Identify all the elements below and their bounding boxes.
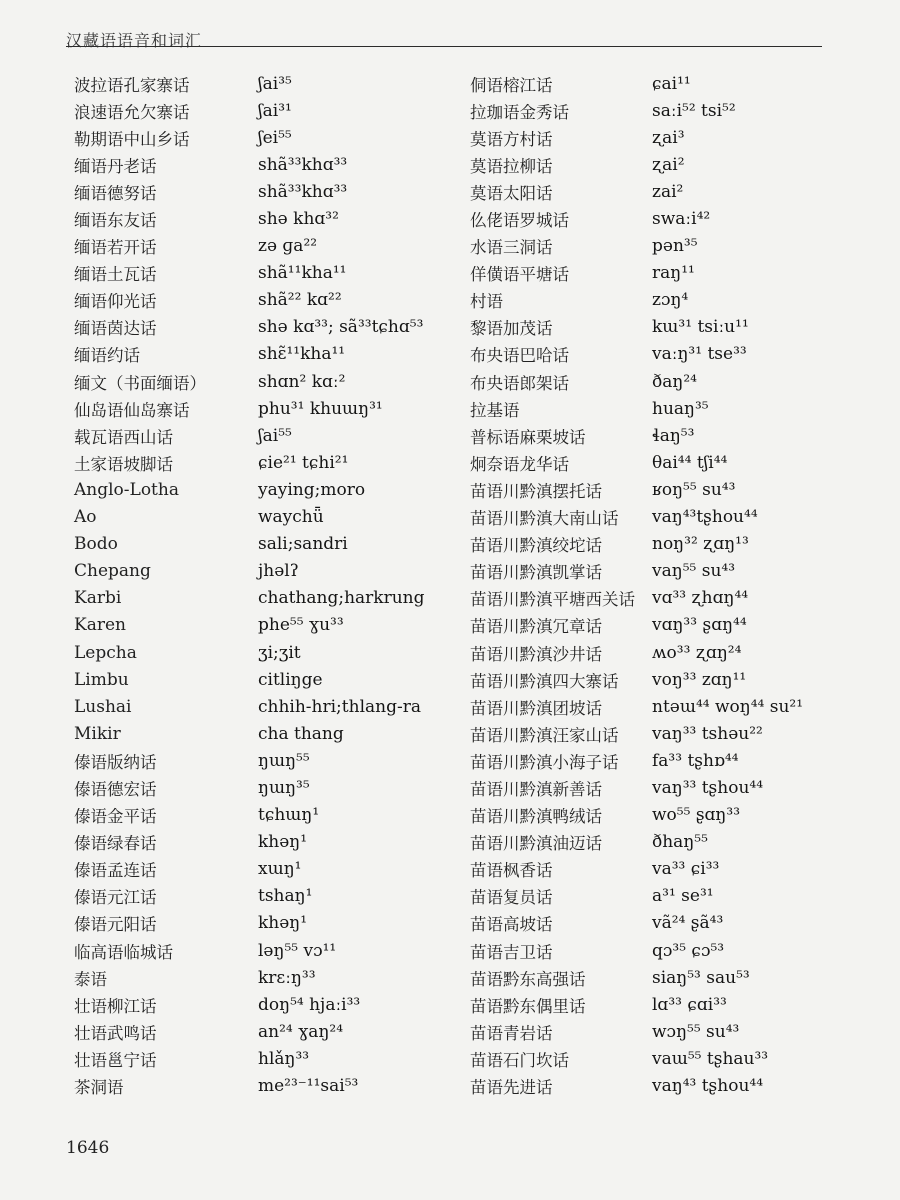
word-form: shã¹¹kha¹¹ bbox=[258, 263, 347, 284]
word-form: vɑŋ³³ ʂɑŋ⁴⁴ bbox=[652, 615, 747, 636]
word-form: ŋɯŋ³⁵ bbox=[258, 777, 310, 798]
language-name: 拉基语 bbox=[470, 400, 520, 420]
language-name: 炯奈语龙华话 bbox=[470, 454, 569, 474]
language-name: 浪速语允欠寨话 bbox=[74, 102, 190, 122]
word-form: tɕhɯŋ¹ bbox=[258, 805, 320, 826]
word-form: pən³⁵ bbox=[652, 236, 698, 257]
language-name: Lepcha bbox=[74, 642, 137, 663]
word-form: shã³³khɑ³³ bbox=[258, 154, 348, 175]
language-name: 苗语川黔滇油迈话 bbox=[470, 834, 602, 854]
word-form: voŋ³³ zɑŋ¹¹ bbox=[652, 669, 747, 690]
language-name: 壮语邕宁话 bbox=[74, 1050, 157, 1070]
word-form: vaŋ⁴³ tʂhou⁴⁴ bbox=[652, 1076, 764, 1097]
language-name: 莫语太阳话 bbox=[470, 183, 553, 203]
word-form: ŋɯŋ⁵⁵ bbox=[258, 750, 310, 771]
right-column-forms bbox=[652, 70, 803, 1100]
language-name: 傣语元阳话 bbox=[74, 915, 157, 935]
language-name: 莫语方村话 bbox=[470, 129, 553, 149]
language-name: 苗语川黔滇小海子话 bbox=[470, 752, 619, 772]
language-name: 茶洞语 bbox=[74, 1078, 124, 1098]
word-form: sali;sandri bbox=[258, 534, 348, 555]
language-name: 缅语茵达话 bbox=[74, 319, 157, 339]
word-form: ɕai¹¹ bbox=[652, 73, 691, 94]
language-name: 缅语东友话 bbox=[74, 211, 157, 231]
word-form: raŋ¹¹ bbox=[652, 263, 695, 284]
language-name: 苗语川黔滇凯掌话 bbox=[470, 563, 602, 583]
language-name: 载瓦语西山话 bbox=[74, 427, 173, 447]
language-name: 苗语川黔滇四大寨话 bbox=[470, 671, 619, 691]
word-form: shə khɑ³² bbox=[258, 209, 339, 230]
language-name: 临高语临城话 bbox=[74, 942, 173, 962]
language-name: Mikir bbox=[74, 723, 121, 744]
word-form: zɔŋ⁴ bbox=[652, 290, 689, 311]
word-form: a³¹ se³¹ bbox=[652, 886, 714, 907]
language-name: 傣语孟连话 bbox=[74, 861, 157, 881]
word-form: shɑn² kɑː² bbox=[258, 371, 346, 392]
word-form: khəŋ¹ bbox=[258, 832, 308, 853]
word-form: lɑ³³ ɕɑi³³ bbox=[652, 994, 727, 1015]
language-name: Karbi bbox=[74, 588, 122, 609]
language-name: 仙岛语仙岛寨话 bbox=[74, 400, 190, 420]
language-name: Anglo-Lotha bbox=[74, 479, 179, 500]
word-form: chhih-hri;thlang-ra bbox=[258, 696, 421, 717]
language-name: 苗语石门坎话 bbox=[470, 1050, 569, 1070]
language-name: Ao bbox=[74, 507, 97, 528]
word-form: an²⁴ ɣaŋ²⁴ bbox=[258, 1021, 344, 1042]
language-name: 苗语川黔滇团坡话 bbox=[470, 698, 602, 718]
word-form: kɯ³¹ tsiːu¹¹ bbox=[652, 317, 749, 338]
word-form: ʁoŋ⁵⁵ su⁴³ bbox=[652, 479, 736, 500]
word-form: ʍo³³ ʐɑŋ²⁴ bbox=[652, 642, 742, 663]
language-name: 苗语青岩话 bbox=[470, 1023, 553, 1043]
word-form: vaːŋ³¹ tse³³ bbox=[652, 344, 747, 365]
word-form: wo⁵⁵ ʂɑŋ³³ bbox=[652, 805, 741, 826]
language-name: 缅语丹老话 bbox=[74, 156, 157, 176]
language-name: 水语三洞话 bbox=[470, 238, 553, 258]
language-name: Chepang bbox=[74, 561, 151, 582]
language-name: 缅语仰光话 bbox=[74, 292, 157, 312]
language-name: 壮语武鸣话 bbox=[74, 1023, 157, 1043]
language-name: 苗语黔东高强话 bbox=[470, 969, 586, 989]
language-name: 缅语土瓦话 bbox=[74, 265, 157, 285]
word-form: va³³ ɕi³³ bbox=[652, 859, 720, 880]
language-name: 拉珈语金秀话 bbox=[470, 102, 569, 122]
word-form: tshaŋ¹ bbox=[258, 886, 313, 907]
language-name: 傣语绿春话 bbox=[74, 834, 157, 854]
word-form: huaŋ³⁵ bbox=[652, 398, 709, 419]
word-form: ntəɯ⁴⁴ woŋ⁴⁴ su²¹ bbox=[652, 696, 804, 717]
page-number: 1646 bbox=[66, 1138, 110, 1158]
word-form: ɬaŋ⁵³ bbox=[652, 425, 695, 446]
word-form: saːi⁵² tsi⁵² bbox=[652, 100, 736, 121]
word-form: vaŋ³³ tshəu²² bbox=[652, 723, 763, 744]
language-name: 苗语川黔滇摆托话 bbox=[470, 481, 602, 501]
word-form: fa³³ tʂhɒ⁴⁴ bbox=[652, 750, 739, 771]
language-name: 苗语川黔滇平塘西关话 bbox=[470, 590, 635, 610]
word-form: hlǎŋ³³ bbox=[258, 1048, 310, 1069]
word-form: citliŋge bbox=[258, 669, 323, 690]
language-name: 壮语柳江话 bbox=[74, 996, 157, 1016]
language-name: 村语 bbox=[470, 292, 503, 312]
word-form: vaɯ⁵⁵ tʂhau³³ bbox=[652, 1048, 769, 1069]
language-name: 苗语川黔滇汪家山话 bbox=[470, 725, 619, 745]
language-name: Karen bbox=[74, 615, 126, 636]
word-form: jhəlʔ bbox=[258, 561, 299, 582]
left-column-names bbox=[74, 70, 206, 1100]
language-name: 苗语川黔滇沙井话 bbox=[470, 644, 602, 664]
word-form: vaŋ⁴³tʂhou⁴⁴ bbox=[652, 507, 758, 528]
language-name: 苗语枫香话 bbox=[470, 861, 553, 881]
word-form: shã³³khɑ³³ bbox=[258, 181, 348, 202]
left-column-forms bbox=[258, 70, 425, 1100]
word-form: phe⁵⁵ ɣu³³ bbox=[258, 615, 344, 636]
word-form: ʃei⁵⁵ bbox=[258, 127, 292, 148]
language-name: 苗语先进话 bbox=[470, 1078, 553, 1098]
language-name: 土家语坡脚话 bbox=[74, 454, 173, 474]
header-rule bbox=[66, 46, 822, 47]
running-header: 汉藏语语音和词汇 bbox=[66, 31, 203, 50]
word-form: me²³⁻¹¹sai⁵³ bbox=[258, 1076, 359, 1097]
language-name: 苗语吉卫话 bbox=[470, 942, 553, 962]
word-form: ʐai³ bbox=[652, 127, 685, 148]
word-form: khəŋ¹ bbox=[258, 913, 308, 934]
word-form: ʃai⁵⁵ bbox=[258, 425, 292, 446]
language-name: 勒期语中山乡话 bbox=[74, 129, 190, 149]
word-form: xɯŋ¹ bbox=[258, 859, 302, 880]
language-name: 苗语川黔滇绞坨话 bbox=[470, 536, 602, 556]
language-name: 仫佬语罗城话 bbox=[470, 211, 569, 231]
word-form: ðhaŋ⁵⁵ bbox=[652, 832, 708, 853]
word-form: shã²² kɑ²² bbox=[258, 290, 342, 311]
language-name: 苗语高坡话 bbox=[470, 915, 553, 935]
language-name: 缅语德努话 bbox=[74, 183, 157, 203]
word-form: vaŋ³³ tʂhou⁴⁴ bbox=[652, 777, 764, 798]
word-form: doŋ⁵⁴ hjaːi³³ bbox=[258, 994, 361, 1015]
word-form: vaŋ⁵⁵ su⁴³ bbox=[652, 561, 736, 582]
word-form: noŋ³² ʐɑŋ¹³ bbox=[652, 534, 749, 555]
word-form: ʃai³⁵ bbox=[258, 73, 292, 94]
language-name: 缅语约话 bbox=[74, 346, 140, 366]
language-name: 傣语版纳话 bbox=[74, 752, 157, 772]
language-name: 傣语德宏话 bbox=[74, 779, 157, 799]
language-name: 苗语川黔滇新善话 bbox=[470, 779, 602, 799]
word-form: zə ɡa²² bbox=[258, 236, 318, 257]
word-form: ʒi;ʒit bbox=[258, 642, 301, 663]
word-form: yaying;moro bbox=[258, 479, 366, 500]
word-form: shə kɑ³³; sã³³tɕhɑ⁵³ bbox=[258, 317, 424, 338]
language-name: 苗语川黔滇大南山话 bbox=[470, 509, 619, 529]
language-name: 布央语巴哈话 bbox=[470, 346, 569, 366]
word-form: waychǖ bbox=[258, 507, 324, 528]
language-name: Lushai bbox=[74, 696, 132, 717]
language-name: 佯僙语平塘话 bbox=[470, 265, 569, 285]
word-form: ʃai³¹ bbox=[258, 100, 292, 121]
word-form: cha thang bbox=[258, 723, 344, 744]
language-name: 黎语加茂话 bbox=[470, 319, 553, 339]
language-name: 苗语川黔滇鸭绒话 bbox=[470, 807, 602, 827]
word-form: ʐai² bbox=[652, 154, 685, 175]
language-name: Bodo bbox=[74, 534, 118, 555]
word-form: shɛ̃¹¹kha¹¹ bbox=[258, 344, 346, 365]
word-form: wɔŋ⁵⁵ su⁴³ bbox=[652, 1021, 740, 1042]
word-form: ləŋ⁵⁵ vɔ¹¹ bbox=[258, 940, 337, 961]
word-form: ɕie²¹ tɕhi²¹ bbox=[258, 452, 349, 473]
language-name: 苗语复员话 bbox=[470, 888, 553, 908]
language-name: 苗语黔东偶里话 bbox=[470, 996, 586, 1016]
word-form: vɑ³³ ʐhɑŋ⁴⁴ bbox=[652, 588, 749, 609]
language-name: 泰语 bbox=[74, 969, 107, 989]
word-form: qɔ³⁵ ɕɔ⁵³ bbox=[652, 940, 725, 961]
word-form: swaːi⁴² bbox=[652, 209, 711, 230]
word-form: phu³¹ khuɯŋ³¹ bbox=[258, 398, 383, 419]
language-name: 布央语郎架话 bbox=[470, 373, 569, 393]
word-form: chathang;harkrung bbox=[258, 588, 425, 609]
language-name: 苗语川黔滇冗章话 bbox=[470, 617, 602, 637]
language-name: 傣语元江话 bbox=[74, 888, 157, 908]
language-name: 傣语金平话 bbox=[74, 807, 157, 827]
language-name: 普标语麻栗坡话 bbox=[470, 427, 586, 447]
language-name: Limbu bbox=[74, 669, 129, 690]
language-name: 缅语若开话 bbox=[74, 238, 157, 258]
word-form: siaŋ⁵³ sau⁵³ bbox=[652, 967, 750, 988]
language-name: 缅文（书面缅语） bbox=[74, 373, 206, 393]
word-form: ðaŋ²⁴ bbox=[652, 371, 697, 392]
word-form: vã²⁴ ʂã⁴³ bbox=[652, 913, 724, 934]
word-form: zai² bbox=[652, 181, 684, 202]
right-column-names bbox=[470, 70, 635, 1100]
language-name: 波拉语孔家寨话 bbox=[74, 75, 190, 95]
language-name: 侗语榕江话 bbox=[470, 75, 553, 95]
language-name: 莫语拉柳话 bbox=[470, 156, 553, 176]
word-form: θai⁴⁴ tʃi⁴⁴ bbox=[652, 452, 728, 473]
word-form: krɛːŋ³³ bbox=[258, 967, 316, 988]
